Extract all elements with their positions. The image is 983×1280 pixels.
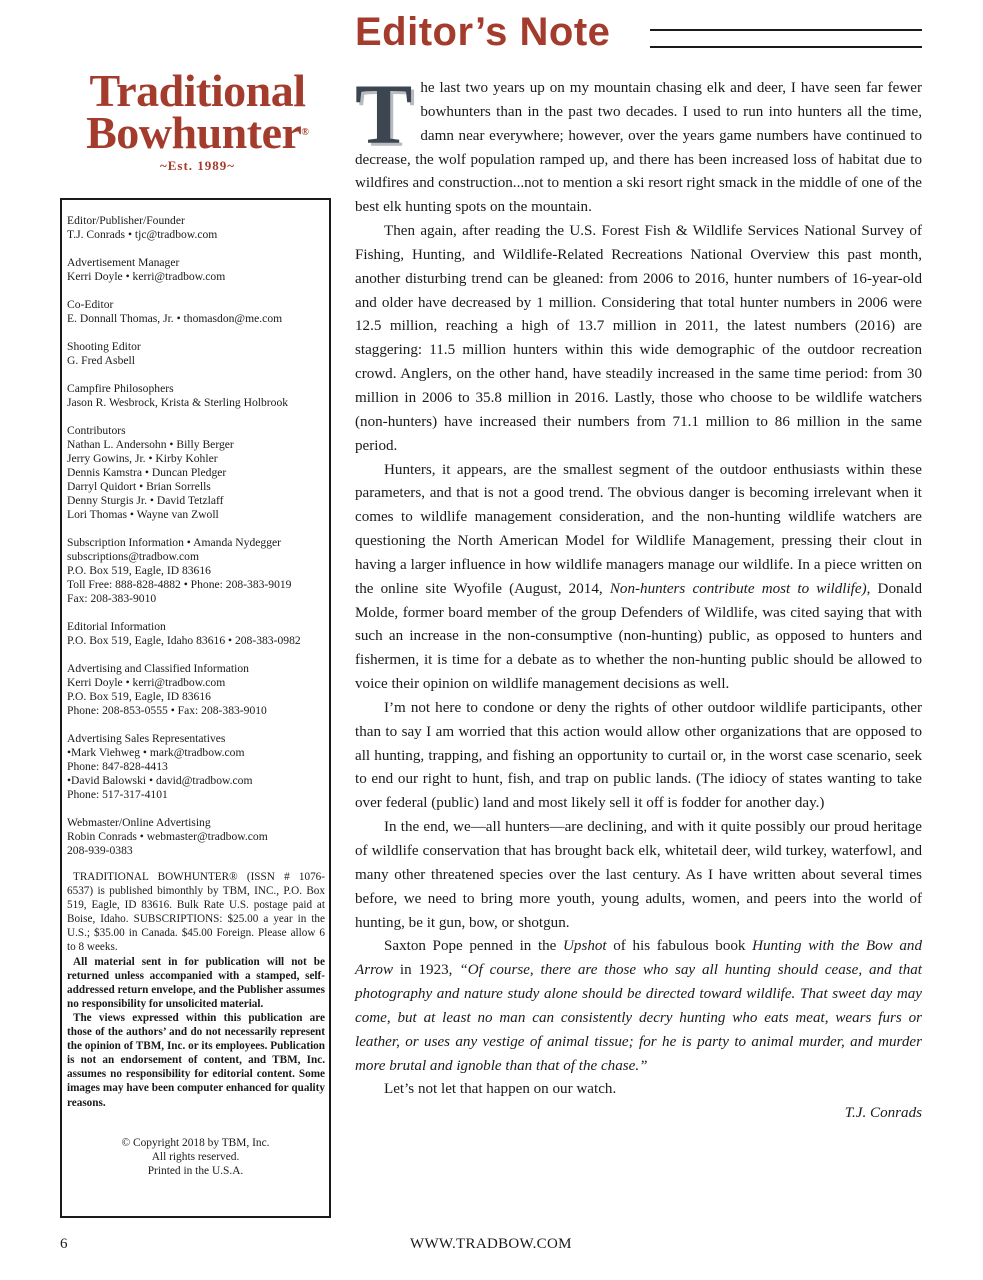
masthead-section-heading: Co-Editor — [67, 298, 114, 311]
masthead-section-line: subscriptions@tradbow.com — [67, 550, 199, 563]
paragraph-6-text-b: of his fabulous book — [606, 938, 753, 955]
article-paragraph: Let’s not let that happen on our watch. — [384, 1081, 617, 1098]
masthead-section-line: T.J. Conrads • tjc@tradbow.com — [67, 228, 218, 241]
article-title-italic: Non-hunters contribute most to wildlife) — [609, 580, 867, 597]
header-rule-bottom — [650, 46, 922, 48]
masthead-section-heading: Advertisement Manager — [67, 256, 180, 269]
masthead-section — [67, 214, 329, 242]
masthead-section-heading: Contributors — [67, 424, 126, 437]
copyright — [67, 1136, 329, 1178]
masthead-box — [60, 198, 331, 1218]
paragraph-6-text-c: in 1923, — [393, 962, 460, 979]
masthead-section — [67, 424, 329, 522]
drop-cap: T — [355, 66, 413, 162]
masthead-section — [67, 662, 329, 718]
masthead-section-line: Kerri Doyle • kerri@tradbow.com — [67, 270, 226, 283]
book-title-italic: Hunting with the Bow and Arrow — [355, 938, 922, 979]
article-paragraph: In the end, we—all hunters—are declining, and with it quite possibly our proud heritage of wildlife conservation that has brought back elk, whitetail deer, wild turkey, waterfowl, and many other threatened species over the last century. As I have written about several times before, we need to bring more youth, young adults, women, and peers into the world of hunting, be it gun, bow, or shotgun. — [355, 819, 922, 931]
masthead-section-line: 208-939-0383 — [67, 844, 133, 857]
article-paragraph: Then again, after reading the U.S. Forest Fish & Wildlife Services National Survey of Fishing, Hunting, and Wildlife-Related Recreations National Overview this past month, another disturbing trend can be gleaned: from 2006 to 2016, hunter numbers of 16-year-old and older have decreased by 1 million. Considering that total hunter numbers in 2006 were 12.5 million, reaching a high of 13.7 million in 2011, the latest numbers (2016) are staggering: 11.5 million hunters within this wide demographic of the outdoor recreation crowd. Anglers, on the other hand, have steadily increased in the same time period: from 30 million in 2006 to 35.8 million in 2016. Lastly, those who choose to be wildlife watchers (non-hunters) have increased their numbers from 71.1 million to 86 million in the same period. — [355, 223, 922, 454]
page-title: Editor’s Note — [355, 10, 611, 54]
masthead-section — [67, 816, 329, 858]
printed-line: Printed in the U.S.A. — [147, 1164, 244, 1177]
logo-established: ~Est. 1989~ — [159, 158, 236, 173]
masthead-section — [67, 298, 329, 326]
masthead-section-line: Jason R. Wesbrock, Krista & Sterling Holbrook — [67, 396, 289, 409]
masthead-section-line: P.O. Box 519, Eagle, Idaho 83616 • 208-383-0982 — [67, 634, 301, 647]
article-paragraph — [355, 459, 922, 697]
page-number: 6 — [60, 1236, 68, 1252]
logo-line2 — [60, 107, 335, 158]
masthead-section — [67, 732, 329, 802]
masthead-section — [67, 536, 329, 606]
publication-info — [67, 870, 329, 1110]
paragraph-1-text: he last two years up on my mountain chasing elk and deer, I have seen far fewer bowhunters than in the past two decades. I used to run into hunters all the time, damn near everywhere; however, over the years game numbers have continued to decrease, the wolf population ramped up, and there has been increased loss of habitat due to wildfires and construction...not to mention a ski resort right smack in the middle of one of the best elk hunting spots on the mountain. — [355, 80, 922, 216]
author-signature: T.J. Conrads — [844, 1105, 922, 1122]
masthead-section — [67, 340, 329, 368]
logo-line2-text: Bowhunter — [86, 107, 302, 158]
masthead-section-heading: Advertising Sales Representatives — [67, 732, 226, 745]
header-rule-top — [650, 29, 922, 31]
masthead-section-heading: Subscription Information • Amanda Nydegger — [67, 536, 281, 549]
masthead-section-line: Nathan L. Andersohn • Billy Berger — [67, 438, 234, 451]
masthead-section-line: Phone: 847-828-4413 — [67, 760, 168, 773]
article-paragraph — [355, 66, 922, 220]
paragraph-3-text-a: Hunters, it appears, are the smallest segment of the outdoor enthusiasts within these parameters, and that is not a good trend. The obvious danger is becoming irrelevant when it comes to wildlife management consideration, and the non-hunting wildlife watchers are questioning the North American Model for Wildlife Management, pressing their clout in having a larger influence in how wildlife managers manage our wildlife. In a piece written on the online site Wyofile (August, 2014, — [355, 461, 922, 597]
masthead-section-heading: Editorial Information — [67, 620, 166, 633]
paragraph-6-text-a: Saxton Pope penned in the — [384, 938, 564, 955]
masthead-section-heading: Campfire Philosophers — [67, 382, 174, 395]
masthead-section-line: Phone: 208-853-0555 • Fax: 208-383-9010 — [67, 704, 267, 717]
masthead-section-heading: Webmaster/Online Advertising — [67, 816, 211, 829]
views-disclaimer: The views expressed within this publication are those of the authors’ and do not necessarily represent the opinion of TBM, Inc. or its employees. Publication is not an endorsement of content, and TBM, Inc. assumes no responsibility for editorial content. Some images may have been computer enhanced for quality reasons. — [67, 1011, 325, 1109]
masthead-section-line: P.O. Box 519, Eagle, ID 83616 — [67, 690, 211, 703]
masthead-section-line: Jerry Gowins, Jr. • Kirby Kohler — [67, 452, 218, 465]
masthead-section-line: Darryl Quidort • Brian Sorrells — [67, 480, 211, 493]
article-paragraph — [355, 935, 922, 1078]
masthead-section-line: Toll Free: 888-828-4882 • Phone: 208-383-9019 — [67, 578, 292, 591]
logo-line1: Traditional — [89, 65, 306, 116]
paragraph-3-text-b: , Donald Molde, former board member of the group Defenders of Wildlife, was cited saying that with such an increase in the non-consumptive (non-hunting) public, as opposed to hunters and fishermen, it is time for a debate as to whether the non-hunting public should be allowed to voice their opinion on wildlife management decisions as well. — [355, 580, 922, 693]
masthead-section-line: Dennis Kamstra • Duncan Pledger — [67, 466, 227, 479]
copyright-line: © Copyright 2018 by TBM, Inc. — [121, 1136, 270, 1149]
traditional-bowhunter-logo — [60, 65, 335, 174]
unsolicited-material-notice: All material sent in for publication will not be returned unless accompanied with a stamped, self-addressed return envelope, and the Publisher assumes no responsibility for unsolicited material. — [67, 955, 325, 1010]
masthead-section-line: •David Balowski • david@tradbow.com — [67, 774, 253, 787]
upshot-italic: Upshot — [563, 938, 607, 955]
article-paragraph: I’m not here to condone or deny the rights of other outdoor wildlife participants, other than to say I am worried that this action would allow other organizations that are opposed to all hunting, trapping, and fishing an opportunity to curtail or, in the worst case scenario, seek to end our right to hunt, fish, and trap on public lands. (The idiocy of states wanting to take over federal (public) land and most likely sell it off is fodder for another day.) — [355, 699, 922, 812]
masthead-section-line: Robin Conrads • webmaster@tradbow.com — [67, 830, 268, 843]
masthead-section-heading: Shooting Editor — [67, 340, 141, 353]
masthead-section-line: Phone: 517-317-4101 — [67, 788, 168, 801]
masthead-section-line: Lori Thomas • Wayne van Zwoll — [67, 508, 219, 521]
masthead-section-line: Kerri Doyle • kerri@tradbow.com — [67, 676, 226, 689]
masthead-section-line: E. Donnall Thomas, Jr. • thomasdon@me.com — [67, 312, 283, 325]
masthead-section — [67, 620, 329, 648]
masthead-section — [67, 256, 329, 284]
masthead-section-line: Denny Sturgis Jr. • David Tetzlaff — [67, 494, 224, 507]
rights-line: All rights reserved. — [151, 1150, 240, 1163]
masthead-section-line: P.O. Box 519, Eagle, ID 83616 — [67, 564, 211, 577]
masthead-sections — [67, 214, 329, 858]
registered-mark: ® — [301, 127, 309, 138]
masthead-section-heading: Advertising and Classified Information — [67, 662, 249, 675]
masthead-section-heading: Editor/Publisher/Founder — [67, 214, 185, 227]
publication-statement: TRADITIONAL BOWHUNTER® (ISSN # 1076-6537) is published bimonthly by TBM, INC., P.O. Box 519, Eagle, ID 83616. Bulk Rate U.S. postage paid at Boise, Idaho. SUBSCRIPTIONS: $25.00 a year in the U.S.; $35.00 in Canada. $45.00 Foreign. Please allow 6 to 8 weeks. — [67, 871, 325, 954]
pope-quote: “Of course, there are those who say all hunting should cease, and that photography and nature study alone should be directed toward wildlife. That sweet day may come, but at least no man can consistently decry hunting who eats meat, wears furs or leather, or uses any vestige of animal tissue; for he is party to animal murder, and murder more brutal and ignoble than that of the chase.” — [355, 962, 922, 1074]
footer-url: WWW.TRADBOW.COM — [410, 1236, 572, 1252]
masthead-section — [67, 382, 329, 410]
editorial-article — [355, 66, 922, 1126]
masthead-section-line: •Mark Viehweg • mark@tradbow.com — [67, 746, 245, 759]
masthead-section-line: Fax: 208-383-9010 — [67, 592, 157, 605]
masthead-section-line: G. Fred Asbell — [67, 354, 135, 367]
